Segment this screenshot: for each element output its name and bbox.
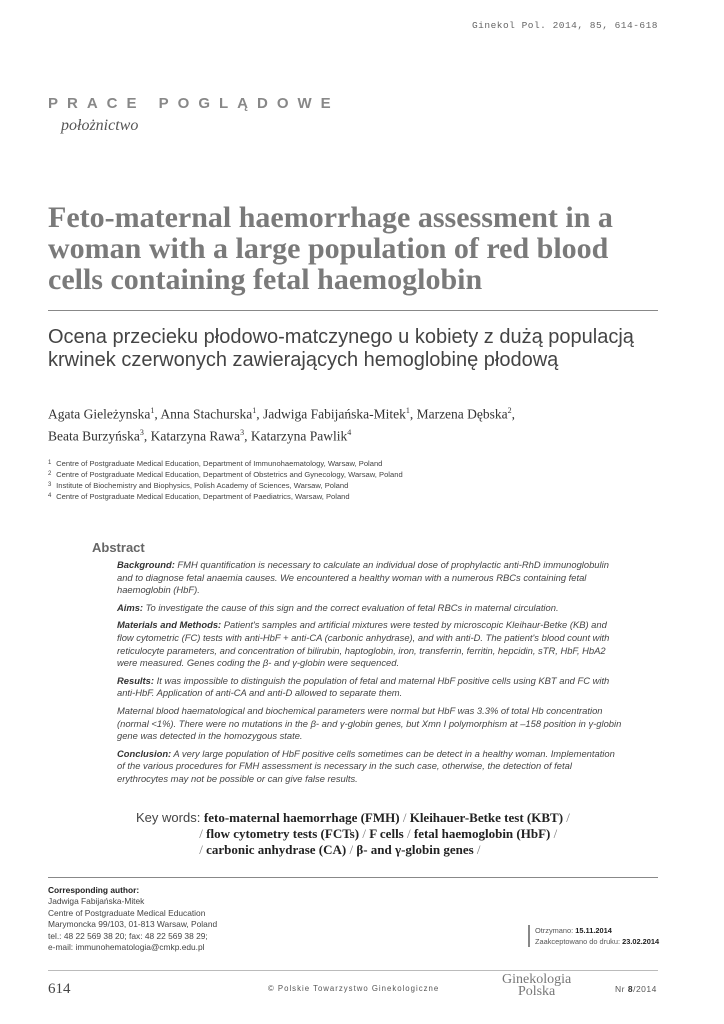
journal-reference: Ginekol Pol. 2014, 85, 614-618 xyxy=(471,20,658,31)
corresponding-author: Corresponding author: Jadwiga Fabijańska-Mitek Centre of Postgraduate Medical Education Marymoncka 99/103, 01-813 Warsaw, Poland tel.: 48 22 569 38 20; fax: 48 22 569 38 29; e-mail: immunohematologia@cmkp.edu.pl xyxy=(48,885,348,953)
page-number: 614 xyxy=(48,981,71,997)
polish-title: Ocena przecieku płodowo-matczynego u kobiety z dużą populacją krwinek czerwonych zawierających hemoglobinę płodową xyxy=(48,326,634,371)
keywords: Key words: feto-maternal haemorrhage (FMH) / Kleihauer-Betke test (KBT) / / flow cytometry tests (FCTs) / F cells / fetal haemoglobin (HbF) / / carbonic anhydrase (CA) / β- and γ-globin genes / xyxy=(136,810,570,857)
abstract-conclusion: Conclusion: A very large population of HbF positive cells sometimes can be detect in a healthy woman. Implementation of the various procedures for FMH assessment is necessary in the such case, otherwise, the detection of fetal erythrocytes may not be possible or can give false results. xyxy=(117,747,615,784)
keyword: Kleihauer-Betke test (KBT) xyxy=(409,810,564,825)
keywords-label: Key words: xyxy=(136,810,204,825)
author: Beata Burzyńska xyxy=(48,428,140,443)
affiliation: 1 Centre of Postgraduate Medical Education, Department of Immunohaematology, Warsaw, Poland xyxy=(48,459,383,468)
abstract-aims: Aims: To investigate the cause of this sign and the correct evaluation of fetal RBCs in maternal circulation. xyxy=(117,601,559,613)
author: Marzena Dębska xyxy=(416,406,508,422)
affiliation: 3 Institute of Biochemistry and Biophysics, Polish Academy of Sciences, Warsaw, Poland xyxy=(48,481,349,490)
abstract-methods: Materials and Methods: Patient's samples and artificial mixtures were tested by microscopic Kleihaur-Betke (KB) and flow cytometric (FC) tests with anti-HbF + anti-CA (carbonic anhydrase), and with anti-D. The patient's blood count with reticulocyte parameters, and concentration of bilirubin, haptoglobin, iron, transferrin, ferritin, hepcidin, sTR, HbF, HbA2 were measured. Genes coding the β- and γ-globin were sequenced. xyxy=(117,619,610,669)
copyright: © Polskie Towarzystwo Ginekologiczne xyxy=(268,984,440,993)
affiliation: 2 Centre of Postgraduate Medical Education, Department of Obstetrics and Gynecology, Warsaw, Poland xyxy=(48,470,403,479)
abstract-results-cont: Maternal blood haematological and biochemical parameters were normal but HbF was 3.3% of total Hb concentration (normal <1%). There were no mutations in the β- and γ-globin genes, but Xmn I polymorphism at –158 position in γ-globin gene was detected in the homozygous state. xyxy=(117,704,622,742)
author: Katarzyna Rawa xyxy=(150,428,241,443)
author: Anna Stachurska xyxy=(160,406,253,422)
email-link[interactable]: e-mail: immunohematologia@cmkp.edu.pl xyxy=(48,942,205,953)
keyword: flow cytometry tests (FCTs) xyxy=(206,826,360,841)
submission-dates: Otrzymano: 15.11.2014 Zaakceptowano do druku: 23.02.2014 xyxy=(528,925,659,947)
keyword: fetal haemoglobin (HbF) xyxy=(413,826,551,841)
keyword: carbonic anhydrase (CA) xyxy=(206,842,347,857)
keyword: F cells xyxy=(369,826,404,841)
section-label: PRACE POGLĄDOWE xyxy=(48,95,340,112)
corresponding-divider xyxy=(48,877,658,878)
journal-logo: Ginekologia Polska xyxy=(502,972,572,999)
author-list: Agata Gieleżynska$^1$, Anna Stachurska$^1$, Jadwiga Fabijańska-Mitek$^1$, Marzena Dębska$^2$, Beata Burzyńska$^3$, Katarzyna Rawa$^3$, Katarzyna Pawlik$^4$ xyxy=(48,406,516,443)
author: Agata Gieleżynska xyxy=(48,406,151,422)
author: Katarzyna Pawlik xyxy=(250,428,348,443)
affiliation: 4 Centre of Postgraduate Medical Education, Department of Paediatrics, Warsaw, Poland xyxy=(48,492,350,501)
section-subtitle: położnictwo xyxy=(61,117,139,134)
title-divider xyxy=(48,310,658,311)
abstract-results: Results: It was impossible to distinguish the population of fetal and maternal HbF positive cells using KBT and FC with anti-HbF. Application of anti-CA and anti-D allowed to separate them. xyxy=(117,674,610,699)
article-title: Feto-maternal haemorrhage assessment in a woman with a large population of red blood cells containing fetal haemoglobin xyxy=(48,201,613,296)
keyword: feto-maternal haemorrhage (FMH) xyxy=(203,810,400,825)
footer-divider xyxy=(48,970,658,971)
keyword: β- and γ-globin genes xyxy=(356,842,474,857)
abstract-heading: Abstract xyxy=(92,540,145,555)
affiliations xyxy=(48,458,688,502)
author: Jadwiga Fabijańska-Mitek xyxy=(262,406,406,422)
issue-number: Nr 8/2014 xyxy=(615,984,657,994)
abstract-background: Background: FMH quantification is necessary to calculate an individual dose of prophylactic anti-RhD immunoglobulin and to diagnose fetal anaemia causes. We encountered a healthy woman with a numerous RBCs containing fetal haemoglobin (HbF). xyxy=(117,559,609,596)
abstract-body xyxy=(117,559,625,791)
